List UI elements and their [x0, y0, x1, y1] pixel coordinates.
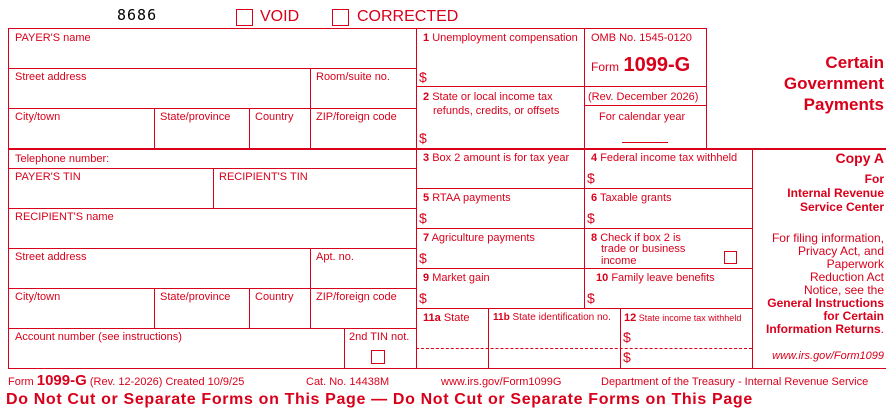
divider	[416, 188, 752, 189]
copy-for-label: For Internal Revenue Service Center	[787, 172, 884, 214]
box11b-label: 11b State identification no.	[493, 312, 611, 323]
account-number-label: Account number (see instructions)	[15, 331, 182, 343]
box8-label-line1: 8 Check if box 2 is	[591, 232, 681, 244]
box3-label: 3 Box 2 amount is for tax year	[423, 152, 570, 164]
box5-dollar: $	[419, 210, 427, 226]
second-tin-label: 2nd TIN not.	[349, 331, 410, 343]
box12-label: 12 State income tax withheld	[624, 312, 742, 324]
irs-url-link[interactable]: www.irs.gov/Form1099	[772, 350, 884, 362]
box4-dollar: $	[587, 170, 595, 186]
recipient-state-label: State/province	[160, 291, 231, 303]
payer-street-label: Street address	[15, 71, 87, 83]
filing-info: For filing information, Privacy Act, and Paperwork Reduction Act Notice, see the General Instructions for Certain Information Returns.	[765, 231, 884, 336]
divider	[154, 288, 155, 328]
divider	[8, 108, 416, 109]
box12-dollar-1: $	[623, 329, 631, 345]
divider	[249, 288, 250, 328]
divider	[584, 28, 585, 148]
do-not-cut-warning: Do Not Cut or Separate Forms on This Page — Do Not Cut or Separate Forms on This Page	[6, 391, 753, 408]
corrected-label: CORRECTED	[357, 8, 459, 25]
divider	[416, 228, 752, 229]
omb-number: OMB No. 1545-0120	[591, 32, 692, 44]
payer-zip-label: ZIP/foreign code	[316, 111, 397, 123]
divider	[310, 288, 311, 328]
box2-dollar: $	[419, 130, 427, 146]
divider	[249, 108, 250, 148]
box10-label: 10 Family leave benefits	[596, 272, 715, 284]
divider	[8, 68, 416, 69]
divider	[584, 105, 706, 106]
payer-city-label: City/town	[15, 111, 61, 123]
divider	[310, 248, 311, 288]
box8-checkbox[interactable]	[724, 251, 737, 264]
footer-url[interactable]: www.irs.gov/Form1099G	[441, 376, 562, 388]
box6-label: 6 Taxable grants	[591, 192, 672, 204]
recipient-city-label: City/town	[15, 291, 61, 303]
divider	[8, 208, 416, 209]
box4-label: 4 Federal income tax withheld	[591, 152, 738, 164]
box2-label-line2: refunds, credits, or offsets	[433, 105, 560, 117]
divider	[488, 308, 489, 368]
box6-dollar: $	[587, 210, 595, 226]
divider	[154, 108, 155, 148]
payer-room-label: Room/suite no.	[316, 71, 390, 83]
top-border	[8, 28, 706, 29]
box11a-label: 11a State	[423, 312, 470, 324]
divider	[344, 328, 345, 368]
payer-tin-label: PAYER'S TIN	[15, 171, 81, 183]
calendar-year-label: For calendar year	[599, 111, 686, 123]
box2-label-line1: 2 State or local income tax	[423, 91, 553, 103]
divider	[416, 348, 752, 349]
divider	[620, 308, 621, 368]
box12-dollar-2: $	[623, 349, 631, 365]
box8-label-line2: trade or business	[601, 243, 686, 255]
form-title: Certain Government Payments	[783, 53, 884, 114]
box10-dollar: $	[587, 290, 595, 306]
calendar-year-field[interactable]	[622, 142, 668, 143]
mid-divider	[416, 28, 417, 368]
footer-department: Department of the Treasury - Internal Revenue Service	[601, 376, 869, 388]
omb-form-title: Form 1099-G	[591, 54, 691, 76]
box7-dollar: $	[419, 250, 427, 266]
bottom-border	[8, 368, 886, 369]
void-checkbox[interactable]	[236, 9, 253, 26]
box7-label: 7 Agriculture payments	[423, 232, 535, 244]
recipient-street-label: Street address	[15, 251, 87, 263]
recipient-apt-label: Apt. no.	[316, 251, 354, 263]
divider	[706, 28, 707, 148]
omb-revision: (Rev. December 2026)	[588, 91, 699, 103]
recipient-tin-label: RECIPIENT'S TIN	[219, 171, 308, 183]
corrected-checkbox[interactable]	[332, 9, 349, 26]
recipient-zip-label: ZIP/foreign code	[316, 291, 397, 303]
divider	[8, 248, 416, 249]
divider	[416, 148, 886, 150]
box5-label: 5 RTAA payments	[423, 192, 511, 204]
recipient-country-label: Country	[255, 291, 294, 303]
divider	[8, 288, 416, 289]
footer-cat-no: Cat. No. 14438M	[306, 376, 390, 388]
divider	[8, 168, 416, 169]
box9-label: 9 Market gain	[423, 272, 490, 284]
payer-state-label: State/province	[160, 111, 231, 123]
divider	[416, 268, 752, 269]
payer-phone-label: Telephone number:	[15, 153, 110, 165]
payer-country-label: Country	[255, 111, 294, 123]
box9-dollar: $	[419, 290, 427, 306]
divider	[213, 168, 214, 208]
divider	[310, 108, 311, 148]
form-code: 8686	[117, 6, 158, 24]
recipient-name-label: RECIPIENT'S name	[15, 211, 114, 223]
divider	[752, 148, 753, 368]
box1-label: 1 Unemployment compensation	[423, 32, 578, 44]
copy-a-label: Copy A	[835, 150, 884, 166]
second-tin-checkbox[interactable]	[371, 350, 385, 364]
divider	[416, 86, 584, 87]
left-border	[8, 28, 9, 368]
divider	[8, 328, 416, 329]
footer-form-id: Form 1099-G (Rev. 12-2026) Created 10/9/25	[8, 372, 245, 389]
divider	[584, 86, 706, 87]
divider	[416, 308, 752, 309]
void-label: VOID	[260, 8, 300, 25]
box1-dollar: $	[419, 69, 427, 85]
box8-label-line3: income	[601, 255, 637, 267]
payer-name-label: PAYER'S name	[15, 32, 91, 44]
divider	[310, 68, 311, 108]
divider	[8, 148, 416, 150]
